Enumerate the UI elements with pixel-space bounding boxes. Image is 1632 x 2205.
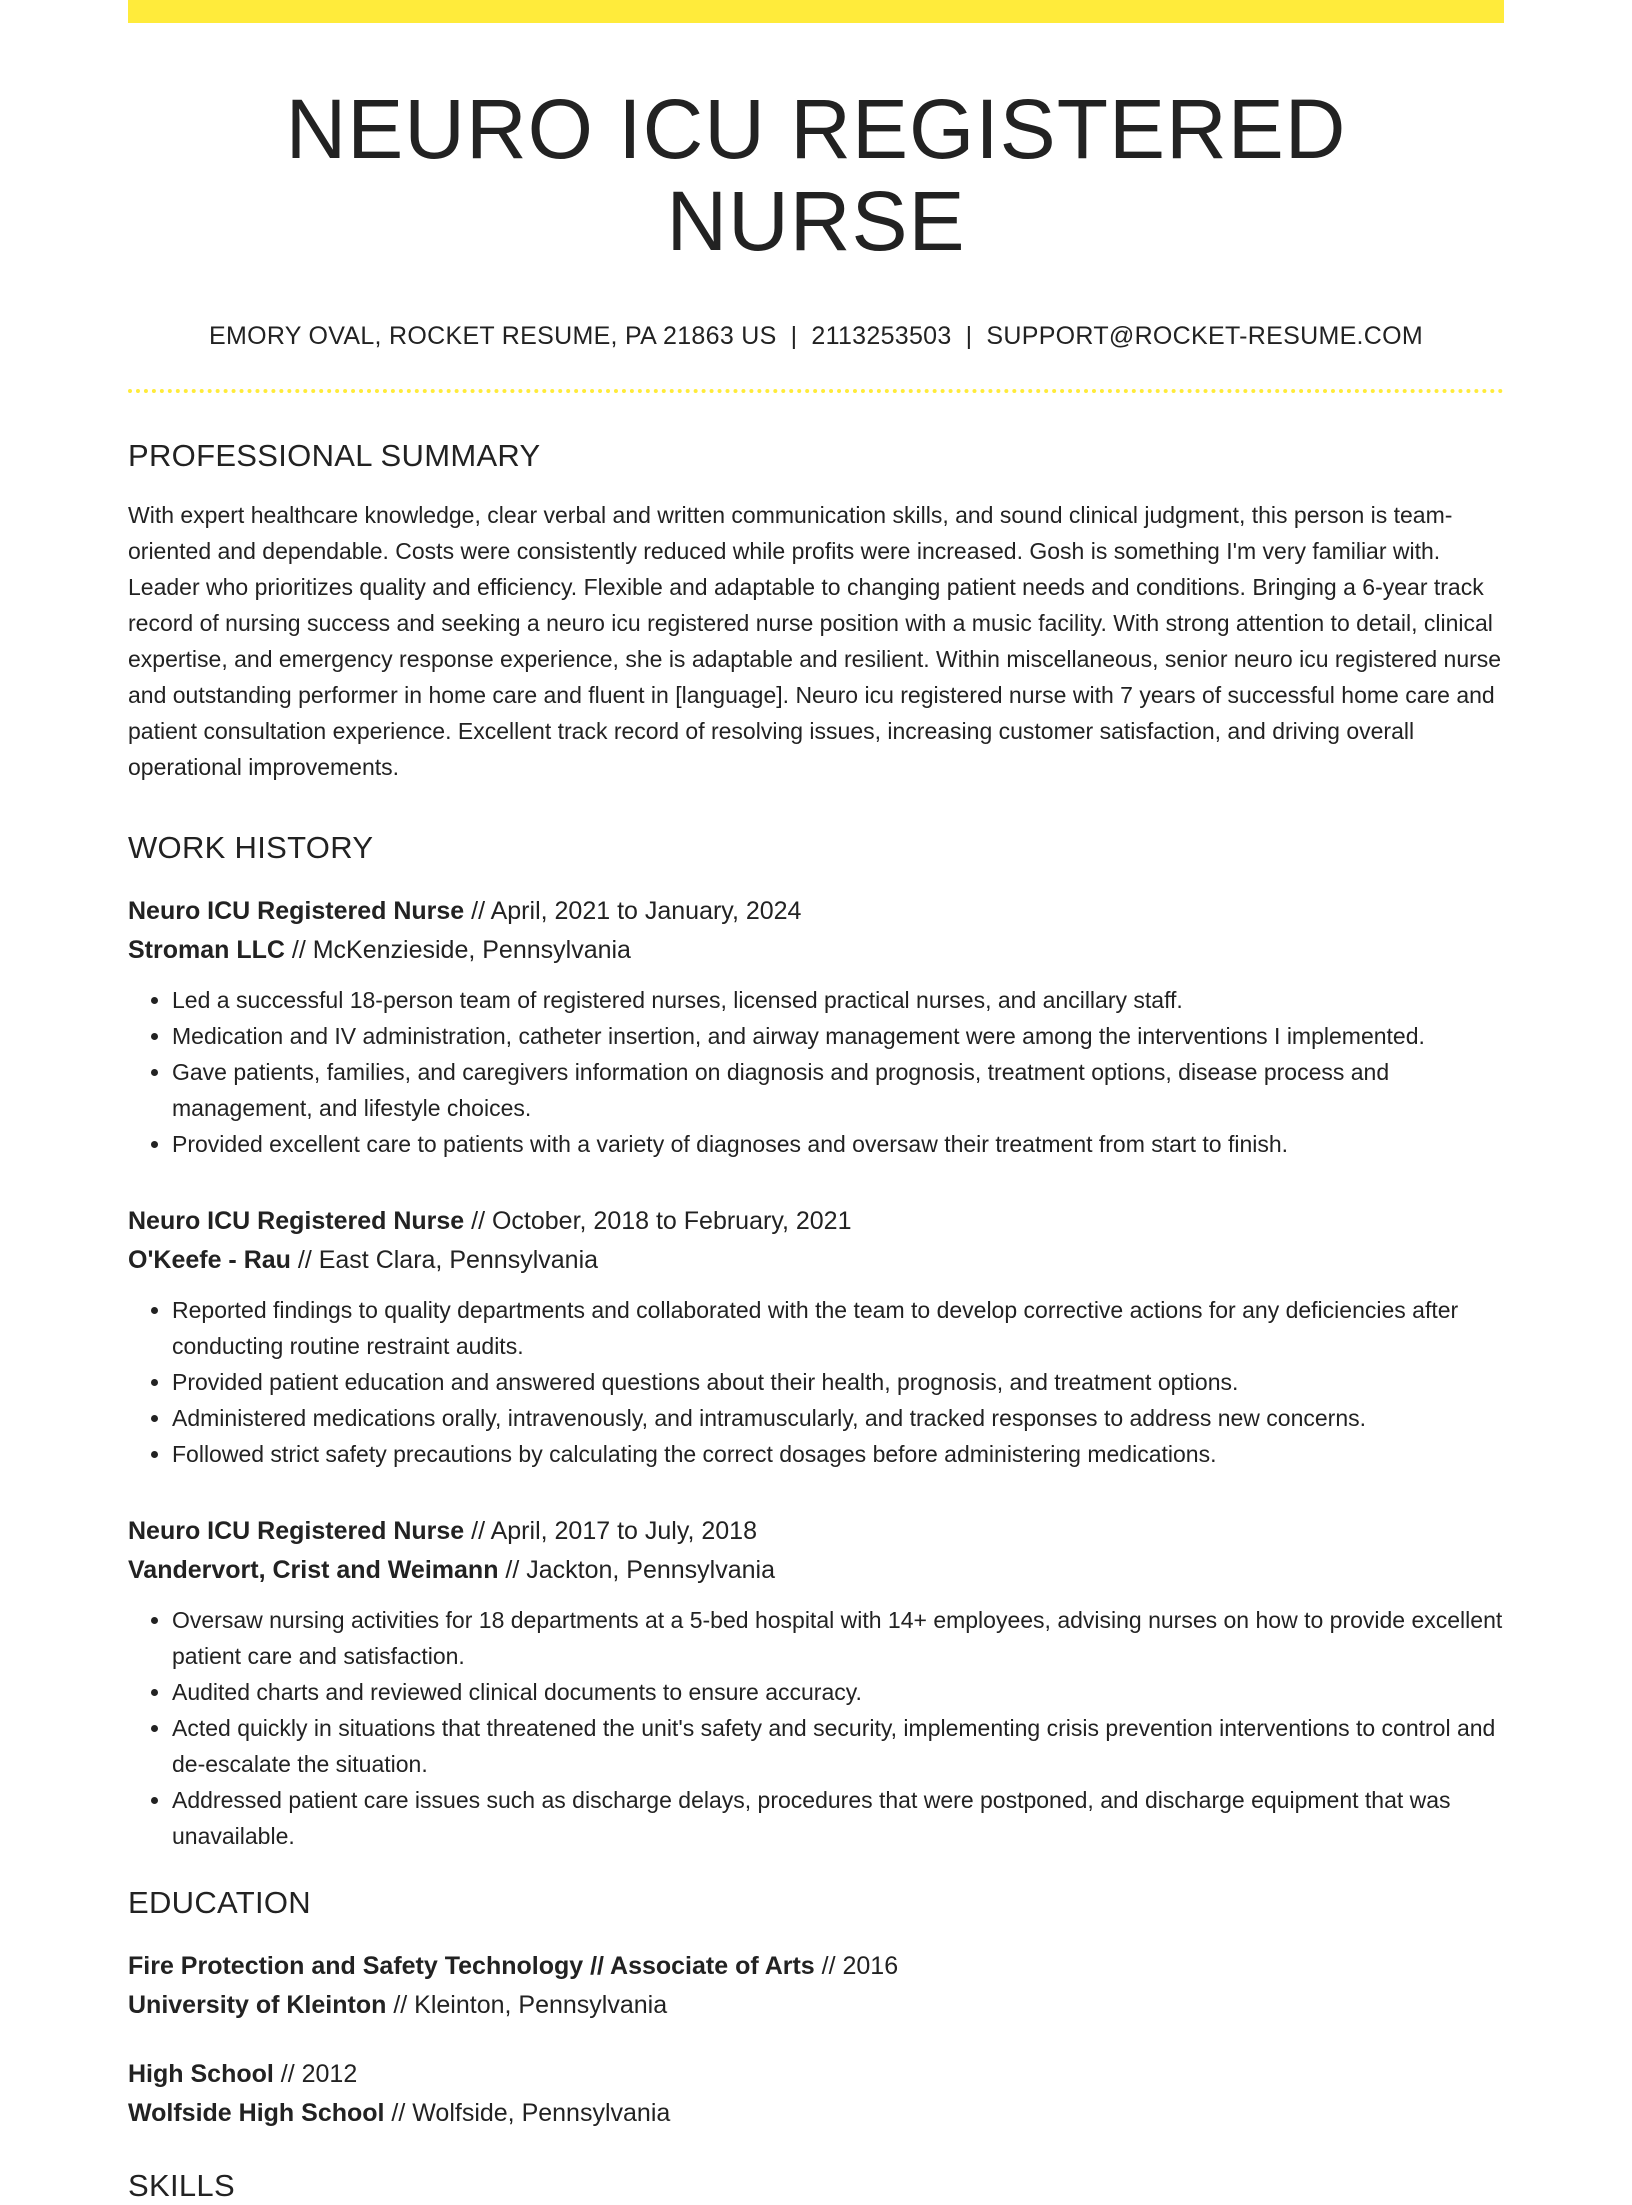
education-school: University of Kleinton [128,1991,387,2020]
job-role: Neuro ICU Registered Nurse [128,1207,465,1236]
job-location: // Jackton, Pennsylvania [498,1556,776,1585]
education-school-line [128,1986,1504,2025]
job-location: // East Clara, Pennsylvania [290,1246,599,1275]
work-history-heading: WORK HISTORY [128,829,374,865]
job-dates: // April, 2021 to January, 2024 [464,897,802,926]
resume-page [128,0,1504,2205]
summary-heading: PROFESSIONAL SUMMARY [128,437,541,473]
job-bullet: • Reported findings to quality departments and collaborated with the team to develop corrective actions for any deficiencies after conducting routine restraint audits. [172,1292,1504,1364]
job-bullets [128,982,1504,1162]
job-company: O'Keefe - Rau [128,1246,291,1275]
job-role: Neuro ICU Registered Nurse [128,1517,465,1546]
education-degree-line [128,1947,1504,1986]
job-bullets [128,1602,1504,1854]
job-dates: // April, 2017 to July, 2018 [464,1517,757,1546]
contact-line [128,322,1504,351]
job-bullet: • Audited charts and reviewed clinical documents to ensure accuracy. [172,1674,1504,1710]
job-company-line [128,1551,1504,1590]
job-bullet: • Acted quickly in situations that threatened the unit's safety and security, implementing crisis prevention interventions to control and de-escalate the situation. [172,1710,1504,1782]
contact-address: EMORY OVAL, ROCKET RESUME, PA 21863 US [208,321,777,350]
job-entry [128,1512,1504,1854]
education-degree: Fire Protection and Safety Technology // Associate of Arts [128,1952,815,1981]
education-year: // 2016 [814,1952,899,1981]
education-degree: High School [128,2060,274,2089]
job-bullet: • Medication and IV administration, catheter insertion, and airway management were among the interventions I implemented. [172,1018,1504,1054]
education-location: // Kleinton, Pennsylvania [386,1991,668,2020]
job-company-line [128,1241,1504,1280]
education-year: // 2012 [273,2060,358,2089]
education-heading: EDUCATION [128,1885,311,1921]
resume-title: NEURO ICU REGISTERED NURSE [285,82,1347,269]
job-bullet: • Addressed patient care issues such as discharge delays, procedures that were postponed, and discharge equipment that was unavailable. [172,1782,1504,1854]
job-bullet: • Followed strict safety precautions by calculating the correct dosages before administering medications. [172,1436,1504,1472]
job-bullet: • Oversaw nursing activities for 18 departments at a 5-bed hospital with 14+ employees, advising nurses on how to provide excellent patient care and satisfaction. [172,1602,1504,1674]
job-company: Vandervort, Crist and Weimann [128,1556,499,1585]
contact-phone: 2113253503 [811,321,952,350]
job-title-line [128,1512,1504,1551]
job-title-line [128,892,1504,931]
job-company-line [128,931,1504,970]
skills-heading: SKILLS [128,2168,235,2204]
job-bullet: • Led a successful 18-person team of registered nurses, licensed practical nurses, and ancillary staff. [172,982,1504,1018]
job-entry [128,892,1504,1162]
summary-text: With expert healthcare knowledge, clear verbal and written communication skills, and sound clinical judgment, this person is team-oriented and dependable. Costs were consistently reduced while profits were increased. Gosh is something I'm very familiar with. Leader who prioritizes quality and efficiency. Flexible and adaptable to changing patient needs and conditions. Bringing a 6-year track record of nursing success and seeking a neuro icu registered nurse position with a music facility. With strong attention to detail, clinical expertise, and emergency response experience, she is adaptable and resilient. Within miscellaneous, senior neuro icu registered nurse and outstanding performer in home care and fluent in [language]. Neuro icu registered nurse with 7 years of successful home care and patient consultation experience. Excellent track record of resolving issues, increasing customer satisfaction, and driving overall operational improvements. [128,501,1502,780]
job-bullet: • Gave patients, families, and caregivers information on diagnosis and prognosis, treatment options, disease process and management, and lifestyle choices. [172,1054,1504,1126]
education-school-line [128,2094,1504,2133]
dotted-divider [128,389,1504,393]
education-entry [128,1947,1504,2025]
education-school: Wolfside High School [128,2099,385,2128]
job-bullet: • Provided patient education and answered questions about their health, prognosis, and treatment options. [172,1364,1504,1400]
job-bullet: • Provided excellent care to patients with a variety of diagnoses and oversaw their treatment from start to finish. [172,1126,1504,1162]
job-company: Stroman LLC [128,936,285,965]
education-location: // Wolfside, Pennsylvania [384,2099,671,2128]
job-title-line [128,1202,1504,1241]
job-location: // McKenzieside, Pennsylvania [284,936,631,965]
job-bullets [128,1292,1504,1472]
education-entry [128,2055,1504,2133]
accent-bar [128,0,1504,23]
job-bullet: • Administered medications orally, intravenously, and intramuscularly, and tracked responses to address new concerns. [172,1400,1504,1436]
job-dates: // October, 2018 to February, 2021 [464,1207,852,1236]
job-entry [128,1202,1504,1472]
education-degree-line [128,2055,1504,2094]
contact-separator: | [965,321,973,350]
contact-separator: | [790,321,798,350]
job-role: Neuro ICU Registered Nurse [128,897,465,926]
contact-email: SUPPORT@ROCKET-RESUME.COM [986,321,1424,350]
